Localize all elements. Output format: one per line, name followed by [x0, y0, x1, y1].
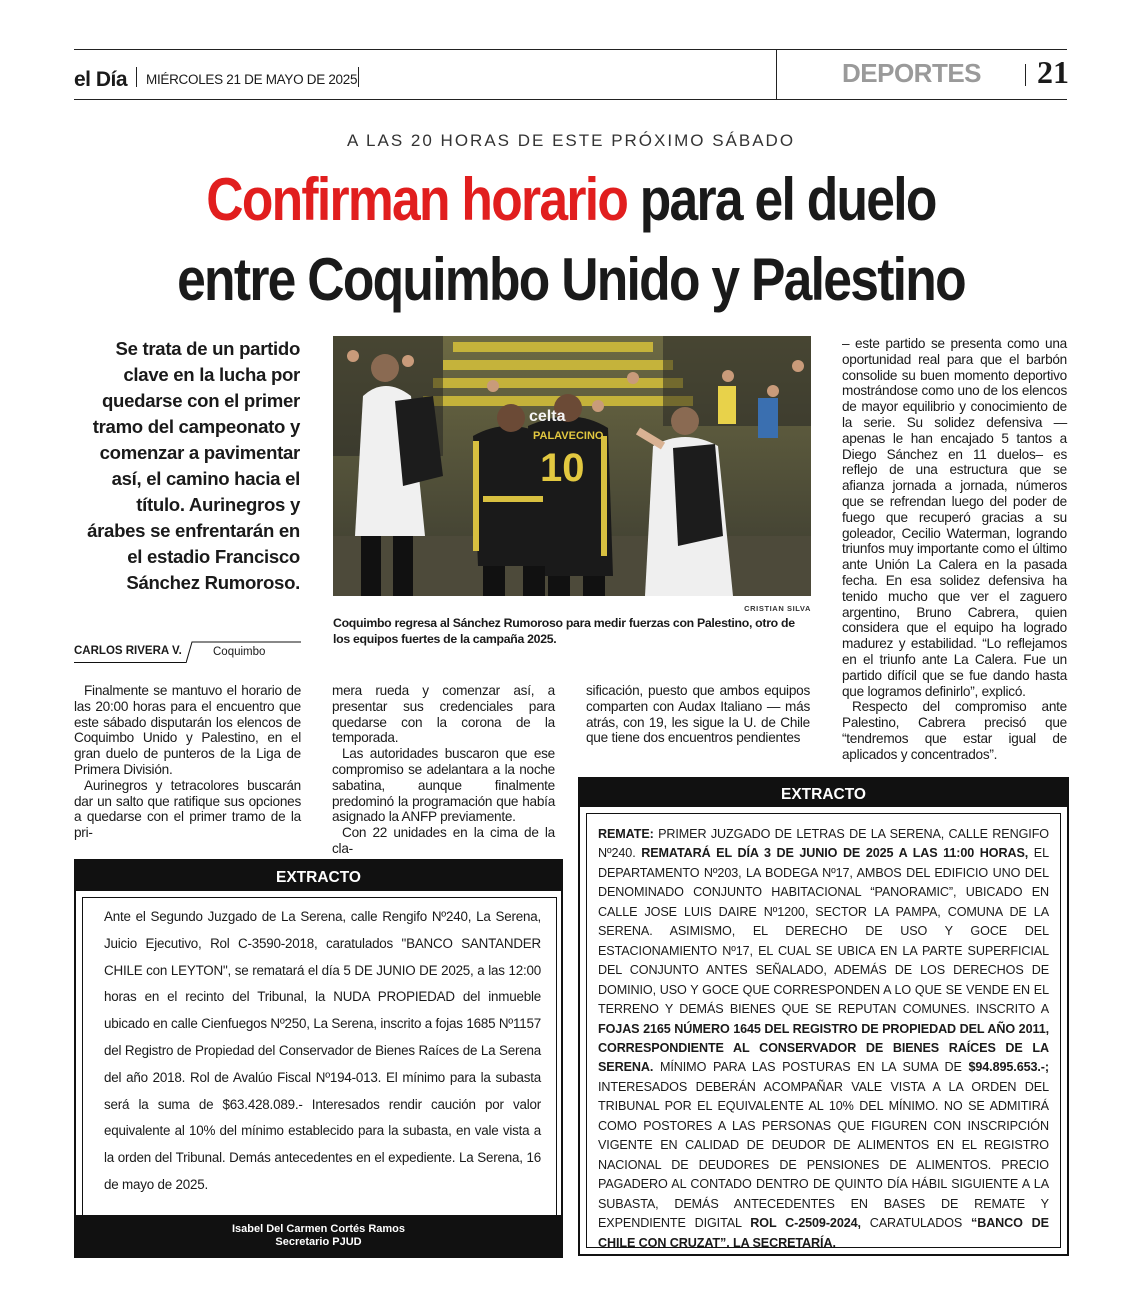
section-name: DEPORTES	[842, 58, 982, 88]
author-name: CARLOS RIVERA V.	[74, 645, 182, 657]
photo-credit: CRISTIAN SILVA	[744, 604, 811, 613]
legal-notice-signature	[76, 1223, 561, 1249]
article-paragraph: mera rueda y comenzar así, a presentar sus credenciales para quedarse con la corona de la temporada.	[332, 683, 555, 746]
article-column-3	[586, 683, 810, 746]
article-deck: Se trata de un partido clave en la lucha por quedarse con el primer tramo del campeonato y comenzar a pavimentar así, el camino hacia el título. Aurinegros y árabes se enfrentarán en el estadio Francisco Sánchez Rumoroso.	[87, 338, 300, 593]
auction-notice-title: EXTRACTO	[580, 779, 1067, 807]
header-divider	[776, 49, 777, 100]
article-paragraph: Las autoridades buscaron que ese compromiso se adelantara a la noche sabatina, aunque finalmente predominó la programación que había asignado la ANFP previamente.	[332, 746, 555, 825]
legal-notice-title: EXTRACTO	[76, 861, 561, 891]
auction-notice-box	[578, 777, 1069, 1256]
article-column-2	[332, 683, 555, 857]
article-column-1	[74, 683, 301, 841]
header-bottom-rule	[74, 99, 1067, 100]
article-kicker: A LAS 20 HORAS DE ESTE PRÓXIMO SÁBADO	[346, 131, 796, 150]
jersey-name: PALAVECINO	[533, 430, 604, 442]
article-paragraph: Aurinegros y tetracolores buscarán dar un salto que ratifique sus opciones a quedarse con el primer tramo de la pri-	[74, 777, 301, 841]
byline-underline	[74, 662, 186, 663]
article-paragraph: Con 22 unidades en la cima de la cla-	[332, 825, 555, 856]
newspaper-logo: el Día	[74, 68, 128, 91]
article-paragraph: Respecto del compromiso ante Palestino, Cabrera precisó que “tendremos que estar igual de aplicados y concentrados”.	[842, 699, 1067, 762]
header-separator	[1025, 64, 1026, 86]
signer-role: Secretario PJUD	[275, 1236, 362, 1248]
headline-text: para el duelo	[627, 166, 936, 233]
signer-name: Isabel Del Carmen Cortés Ramos	[231, 1223, 405, 1235]
article-paragraph: – este partido se presenta como una oportunidad real para que el barbón consolide su buen momento deportivo mostrándose como uno de los elencos de mayor equilibrio y conocimiento de la serie. Su solidez defensiva —apenas le han encajado 5 tantos a Diego Sánchez en 11 duelos– es reflejo de una estructura que se afianza jornada a jornada, números que se refrendan luego del poder de fuego que recuperó gracias a su goleador, Cecilio Waterman, logrando triunfos muy importante como el último ante Unión La Calera en la pasada fecha. En esa solidez defensiva ha tenido mucho que ver el zaguero argentino, Bruno Cabrera, quien considera que el equipo ha logrado madurez y estabilidad. “Lo reflejamos en el triunfo ante La Calera. Fue un partido difícil que se fue dando hasta que logramos definirlo”, explicó.	[842, 336, 1067, 699]
celebration-photo-illustration	[333, 336, 811, 596]
header-separator	[136, 67, 137, 87]
article-headline	[97, 160, 1045, 320]
headline-text: entre Coquimbo Unido y Palestino	[177, 246, 965, 313]
jersey-number: 10	[540, 446, 585, 490]
page-number: 21	[1037, 54, 1069, 90]
photo-caption: Coquimbo regresa al Sánchez Rumoroso para medir fuerzas con Palestino, otro de los equipos fuertes de la campaña 2025.	[333, 616, 795, 646]
legal-notice-box	[74, 859, 563, 1258]
legal-notice-text: Ante el Segundo Juzgado de La Serena, calle Rengifo Nº240, La Serena, Juicio Ejecutivo, Rol C-3590-2018, caratulados "BANCO SANTANDER CHILE con LEYTON", se rematará el día 5 DE JUNIO DE 2025, a las 12:00 horas en el recinto del Tribunal, la NUDA PROPIEDAD del inmueble ubicado en calle Cienfuegos Nº250, La Serena, inscrito a fojas 1685 Nº1157 del Registro de Propiedad del Conservador de Bienes Raíces de La Serena del año 2018. Rol de Avalúo Fiscal Nº194-013. El mínimo para la subasta será la suma de $63.428.089.- Interesados rendir caución por valor equivalente al 10% del mínimo establecido para la subasta, en vale vista a la orden del Tribunal. Demás antecedentes en el expediente. La Serena, 16 de mayo de 2025.	[104, 909, 541, 1192]
dateline-city: Coquimbo	[213, 646, 266, 658]
header-top-rule	[74, 49, 1067, 50]
headline-highlight: Confirman horario	[206, 166, 628, 233]
article-column-4	[842, 336, 1067, 763]
auction-notice-text: REMATE: PRIMER JUZGADO DE LETRAS DE LA SERENA, CALLE RENGIFO Nº240. REMATARÁ EL DÍA 3 DE JUNIO DE 2025 A LAS 11:00 HORAS, EL DEPARTAMENTO Nº203, LA BODEGA Nº17, AMBOS DEL EDIFICIO UNO DEL DENOMINADO CONJUNTO HABITACIONAL “PANORAMIC”, UBICADO EN CALLE JOSE LUIS DAIRE Nº1200, SECTOR LA PAMPA, COMUNA DE LA SERENA. ASIMISMO, EL DERECHO DE USO Y GOCE DEL ESTACIONAMIENTO Nº17, EL CUAL SE UBICA EN LA PARTE SUPERFICIAL DEL CONJUNTO ANTES SEÑALADO, ADEMÁS DE LOS DERECHOS DE DOMINIO, USO Y GOCE QUE CORRESPONDEN A LO QUE SE VENDE EN EL TERRENO Y DEMÁS BIENES QUE SE REPUTAN COMUNES. INSCRITO A FOJAS 2165 NÚMERO 1645 DEL REGISTRO DE PROPIEDAD DEL AÑO 2011, CORRESPONDIENTE AL CONSERVADOR DE BIENES RAÍCES DE LA SERENA. MÍNIMO PARA LAS POSTURAS EN LA SUMA DE $94.895.653.-; INTERESADOS DEBERÁN ACOMPAÑAR VALE VISTA A LA ORDEN DEL TRIBUNAL POR EL EQUIVALENTE AL 10% DEL MÍNIMO. NO SE ADMITIRÁ COMO POSTORES A LAS PERSONAS QUE FIGUREN CON INSCRIPCIÓN VIGENTE EN CALIDAD DE DEUDOR DE ALIMENTOS EN EL REGISTRO NACIONAL DE DEUDORES DE PENSIONES DE ALIMENTOS. PRECIO PAGADERO AL CONTADO DENTRO DE QUINTO DÍA HÁBIL SIGUIENTE A LA SUBASTA, DEMÁS ANTECEDENTES EN BASES DE REMATE Y EXPENDIENTE DIGITAL ROL C-2509-2024, CARATULADOS “BANCO DE CHILE CON CRUZAT”. LA SECRETARÍA.	[598, 827, 1049, 1250]
article-photo	[333, 336, 811, 596]
issue-date: MIÉRCOLES 21 DE MAYO DE 2025	[146, 72, 358, 87]
article-paragraph: Finalmente se mantuvo el horario de las 20:00 horas para el encuentro que este sábado disputarán los elencos de Coquimbo Unido y Palestino, en el gran duelo de punteros de la Liga de Primera División.	[74, 683, 301, 777]
header-separator	[358, 67, 359, 87]
jersey-sponsor: celta	[529, 408, 566, 425]
article-paragraph: sificación, puesto que ambos equipos comparten con Audax Italiano — más atrás, con 19, les sigue la U. de Chile que tiene dos encuentros pendientes	[586, 683, 810, 746]
